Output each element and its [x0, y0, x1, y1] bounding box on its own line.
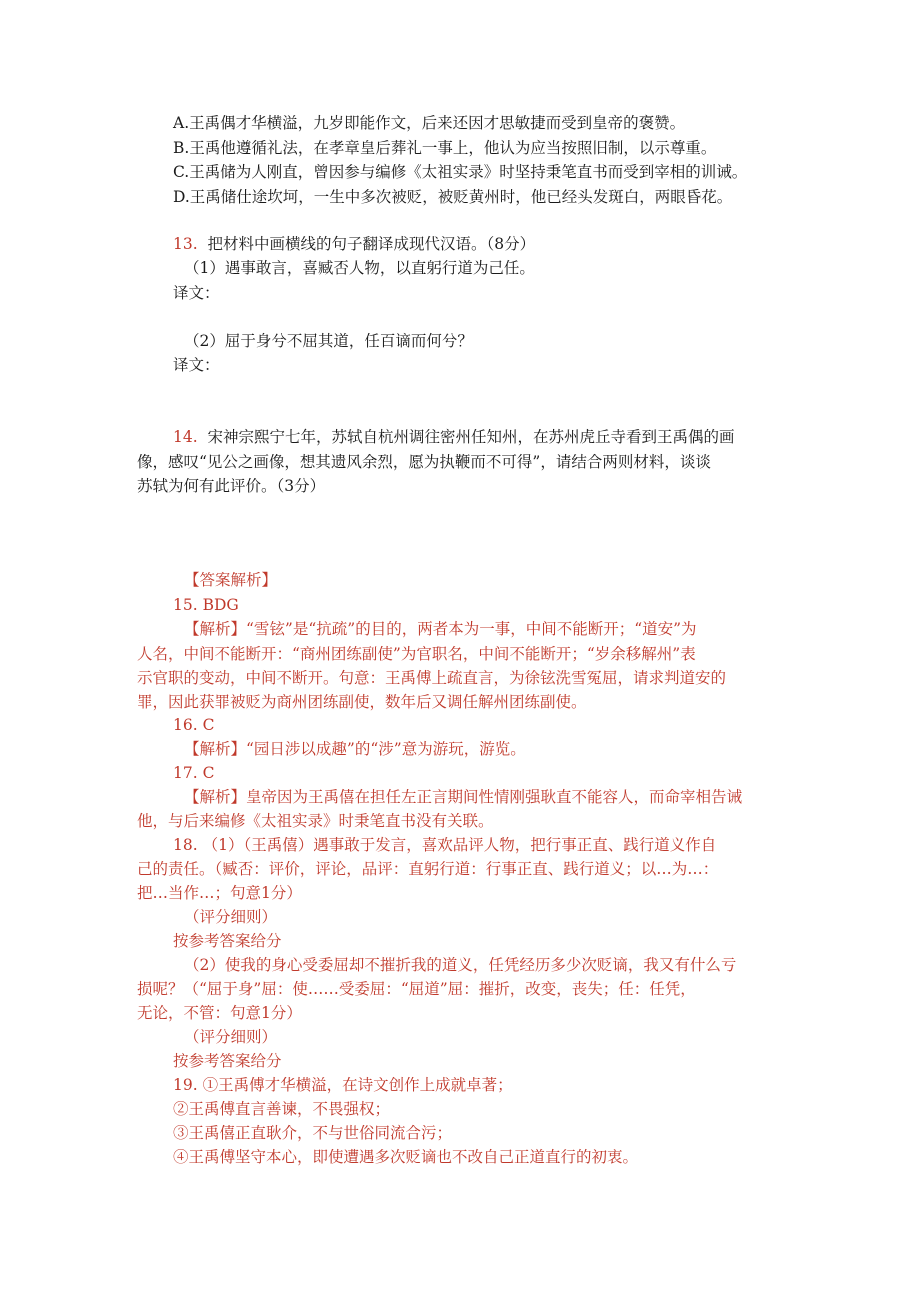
option-a: A.王禹偶才华横溢，九岁即能作文，后来还因才思敏捷而受到皇帝的褒赞。 — [173, 114, 686, 132]
answer-19-line-3: ③王禹僖正直耿介，不与世俗同流合污； — [173, 1124, 453, 1142]
answer-17-explanation-1: 【解析】皇帝因为王禹僖在担任左正言期间性情刚强耿直不能容人，而命宰相告诫 — [184, 788, 743, 806]
answer-18-part2-line-2: 损呢？（“屈于身”屈：使……受委屈：“屈道”屈：摧折，改变，丧失；任：任凭， — [137, 980, 696, 998]
answer-18-rubric-2: 按参考答案给分 — [173, 932, 282, 950]
answer-18-part2-line-1: （2）使我的身心受委屈却不摧折我的道义，任凭经历多少次贬谪，我又有什么亏 — [184, 956, 737, 974]
answer-18-rubric-4: 按参考答案给分 — [173, 1052, 282, 1070]
q13-sentence-2: （2）屈于身兮不屈其道，任百谪而何兮？ — [184, 332, 473, 350]
q14-number: 14. — [173, 428, 198, 446]
answer-15-explanation-1: 【解析】“雪铉”是“抗疏”的目的，两者本为一事，中间不能断开；“道安”为 — [184, 620, 697, 638]
q14-text-1: 宋神宗熙宁七年，苏轼自杭州调往密州任知州，在苏州虎丘寺看到王禹偶的画 — [207, 428, 735, 446]
answer-19-line-4: ④王禹傅坚守本心，即使遭遇多次贬谪也不改自己正道直行的初衷。 — [173, 1148, 639, 1166]
q13-text: 把材料中画横线的句子翻译成现代汉语。（8分） — [207, 235, 536, 253]
answer-18-line-2: 己的责任。（臧否：评价，评论，品评：直躬行道：行事正直、践行道义；以…为…： — [137, 860, 719, 878]
option-c: C.王禹储为人刚直，曾因参与编修《太祖实录》时坚持秉笔直书而受到宰相的训诫。 — [173, 163, 748, 181]
answer-17-explanation-2: 他，与后来编修《太祖实录》时秉笔直书没有关联。 — [137, 812, 494, 830]
q14-line-2: 像，感叹“见公之画像，想其遗风余烈，愿为执鞭而不可得”，请结合两则材料，谈谈 — [137, 453, 711, 471]
answer-15-explanation-2: 人名，中间不能断开：“商州团练副使”为官职名，中间不能断开；“岁余移解州”表 — [137, 645, 696, 663]
option-d: D.王禹储仕途坎坷，一生中多次被贬，被贬黄州时，他已经头发斑白，两眼昏花。 — [173, 188, 733, 206]
answer-17: 17. C — [173, 764, 215, 782]
answer-18-part2-line-3: 无论，不管：句意1分） — [137, 1004, 302, 1022]
answer-16: 16. C — [173, 716, 215, 734]
q14-line-3: 苏轼为何有此评价。（3分） — [137, 477, 326, 495]
answer-18-rubric-1: （评分细则） — [184, 908, 278, 926]
q13-translation-1-label: 译文： — [173, 284, 220, 302]
answer-16-explanation: 【解析】“园日涉以成趣”的“涉”意为游玩，游览。 — [184, 740, 526, 758]
answer-18-line-3: 把…当作…；句意1分） — [137, 884, 302, 902]
answers-header: 【答案解析】 — [184, 571, 278, 589]
q13-translation-2-label: 译文： — [173, 356, 220, 374]
answer-15: 15. BDG — [173, 596, 239, 614]
answer-15-explanation-3: 示官职的变动，中间不断开。句意：王禹傅上疏直言，为徐铉洗雪冤屈，请求判道安的 — [137, 669, 727, 687]
answer-19-line-2: ②王禹傅直言善谏，不畏强权； — [173, 1100, 391, 1118]
answer-15-explanation-4: 罪，因此获罪被贬为商州团练副使，数年后又调任解州团练副使。 — [137, 693, 587, 711]
option-b: B.王禹他遵循礼法，在孝章皇后葬礼一事上，他认为应当按照旧制，以示尊重。 — [173, 139, 717, 157]
q13-heading — [173, 233, 535, 255]
answer-18-rubric-3: （评分细则） — [184, 1028, 278, 1046]
q13-sentence-1: （1）遇事敢言，喜臧否人物，以直躬行道为己任。 — [184, 259, 535, 277]
answer-19-line-1: 19. ①王禹傅才华横溢，在诗文创作上成就卓著； — [173, 1076, 513, 1094]
answer-18-line-1: 18. （1）（王禹僖）遇事敢于发言，喜欢品评人物，把行事正直、践行道义作自 — [173, 836, 717, 854]
q13-number: 13. — [173, 235, 198, 253]
q14-line-1 — [173, 426, 735, 448]
